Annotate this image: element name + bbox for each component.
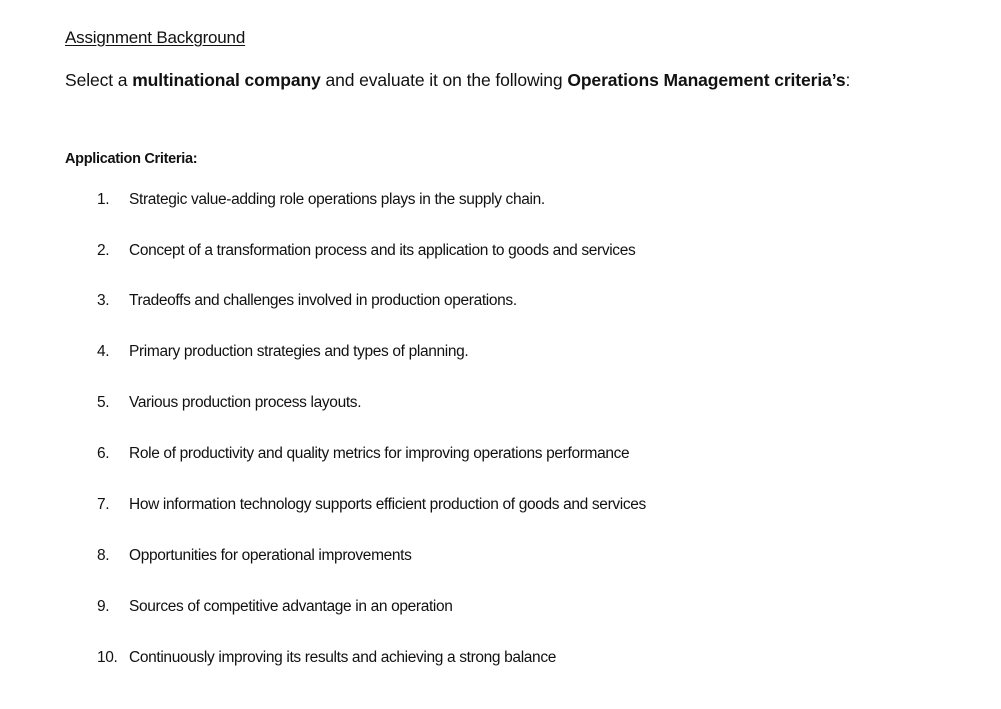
criteria-item (97, 445, 629, 463)
criteria-item (97, 242, 635, 260)
criteria-number: 9. (97, 598, 110, 615)
criteria-text: Concept of a transformation process and its application to goods and services (129, 242, 636, 259)
criteria-number: 2. (97, 242, 110, 259)
criteria-item (97, 547, 412, 565)
criteria-number: 5. (97, 394, 110, 411)
criteria-item (97, 496, 646, 514)
criteria-text: Sources of competitive advantage in an operation (129, 598, 453, 615)
document-title: Assignment Background (65, 28, 246, 47)
intro-paragraph (65, 70, 850, 91)
criteria-text: How information technology supports efficient production of goods and services (129, 496, 646, 513)
intro-text-3: : (845, 70, 851, 90)
criteria-item (97, 292, 517, 310)
criteria-text: Role of productivity and quality metrics for improving operations performance (129, 445, 630, 462)
criteria-item (97, 598, 453, 616)
criteria-text: Opportunities for operational improvements (129, 547, 412, 564)
criteria-text: Continuously improving its results and achieving a strong balance (129, 649, 557, 666)
criteria-number: 3. (97, 292, 110, 309)
criteria-item (97, 394, 361, 412)
intro-text-1: Select a (65, 70, 133, 90)
criteria-number: 8. (97, 547, 110, 564)
criteria-number: 10. (97, 649, 118, 666)
section-heading: Application Criteria: (65, 151, 198, 167)
intro-bold-criteria: Operations Management criteria’s (567, 70, 846, 90)
criteria-item (97, 191, 545, 209)
criteria-number: 4. (97, 343, 110, 360)
criteria-text: Strategic value-adding role operations plays in the supply chain. (129, 191, 545, 208)
criteria-text: Various production process layouts. (129, 394, 362, 411)
criteria-item (97, 649, 556, 667)
intro-text-2: and evaluate it on the following (320, 70, 568, 90)
criteria-number: 1. (97, 191, 110, 208)
criteria-number: 7. (97, 496, 110, 513)
intro-bold-company: multinational company (132, 70, 321, 90)
criteria-text: Primary production strategies and types of planning. (129, 343, 469, 360)
criteria-number: 6. (97, 445, 110, 462)
criteria-item (97, 343, 468, 361)
criteria-text: Tradeoffs and challenges involved in production operations. (129, 292, 517, 309)
